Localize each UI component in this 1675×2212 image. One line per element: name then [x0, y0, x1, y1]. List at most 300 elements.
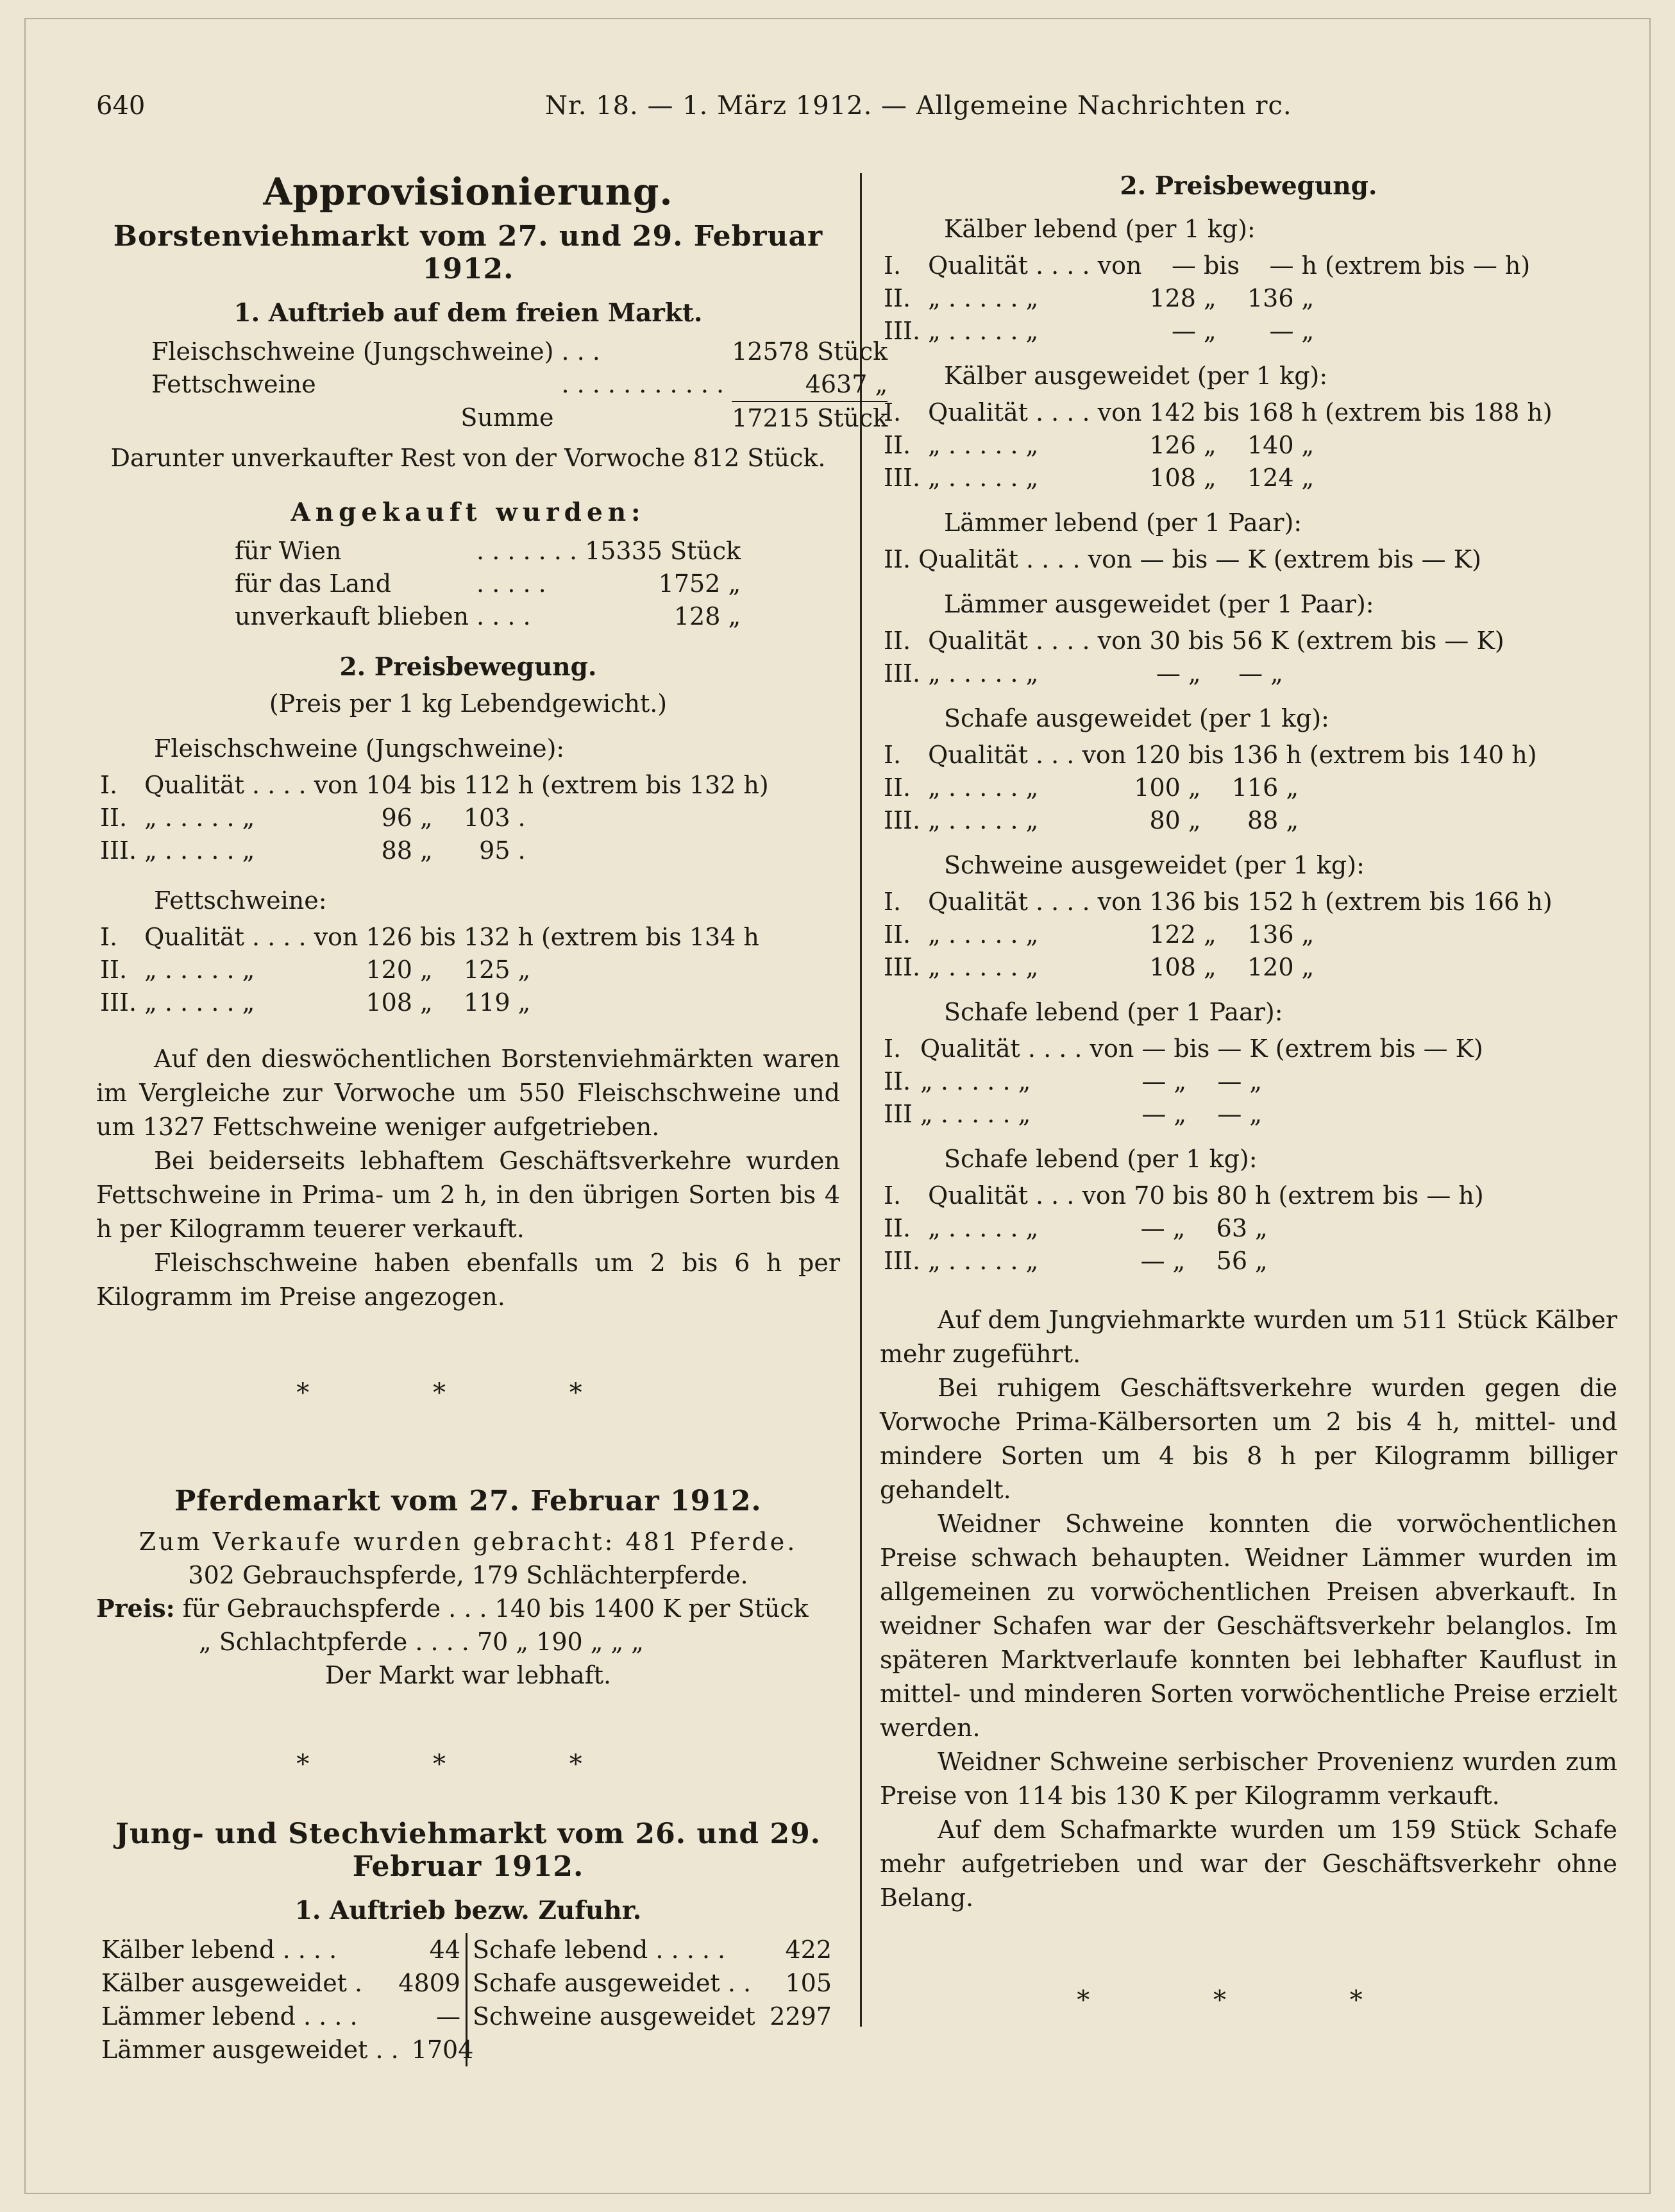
- price-sep: „: [1203, 464, 1216, 492]
- price-to: —: [1269, 251, 1294, 280]
- price-extreme: [1321, 282, 1534, 315]
- separator-stars: * * *: [296, 1378, 640, 1408]
- fett-title: Fettschweine:: [154, 886, 327, 915]
- price-unit: „: [1255, 1247, 1268, 1275]
- price-sep: bis: [1172, 545, 1208, 573]
- price-table: [880, 1179, 1488, 1278]
- quality-text: „ . . . . . „: [928, 659, 1039, 688]
- paragraph: Weidner Schweine konnten die vorwöchentlichen Preise schwach behaupten. Weidner Lämmer wurden im allgemeinen zu vorwöchentlichen Preisen abverkauft. In weidner Schafen war der Geschäftsverkehr belanglos. Im späteren Marktverlaufe konnten bei lebhafter Kauflust in mittel- und minderen Sorten vorwöchentliche Preise erzielt werden.: [880, 1510, 1617, 1742]
- quality-label: III.: [884, 317, 921, 345]
- price-sep: „: [1188, 806, 1201, 834]
- item-label: Kälber lebend . . . .: [101, 1936, 337, 1964]
- summe-row: [147, 401, 891, 435]
- page-number: 640: [96, 91, 146, 121]
- price-unit: „: [1301, 464, 1315, 492]
- price-block-title: Kälber ausgeweidet (per 1 kg):: [944, 362, 1328, 390]
- price-sep: bis: [1203, 888, 1240, 916]
- price-from: —: [1171, 317, 1196, 345]
- table-row: [147, 368, 891, 401]
- quality-text: „ . . . . . „: [144, 956, 255, 984]
- price-from: 120: [366, 956, 412, 984]
- paragraph: Auf dem Schafmarkte wurden um 159 Stück Schafe mehr aufgetrieben und war der Geschäftsverkehr ohne Belang.: [880, 1816, 1617, 1912]
- price-from: 108: [1149, 464, 1196, 492]
- table-row: [880, 886, 1556, 918]
- jung-heading: Jung- und Stechviehmarkt vom 26. und 29. Februar 1912.: [115, 1818, 821, 1883]
- quality-text: „ . . . . . „: [144, 988, 255, 1017]
- row-dots: . . . .: [476, 602, 531, 630]
- price-extreme: [1321, 315, 1534, 348]
- item-label: Kälber ausgeweidet .: [101, 1969, 363, 1997]
- price-table: [880, 543, 1485, 576]
- table-row: [96, 769, 773, 802]
- price-to: 80: [1216, 1181, 1247, 1210]
- table-row: [880, 1179, 1488, 1212]
- price-to: 88: [1247, 806, 1279, 834]
- price-from: 70: [1134, 1181, 1165, 1210]
- price-unit: „: [1301, 317, 1315, 345]
- quality-text: Qualität . . . . von: [928, 398, 1142, 426]
- price-sep: „: [1203, 431, 1216, 459]
- price-sep: bis: [1188, 741, 1224, 769]
- price-from: 100: [1134, 773, 1181, 802]
- price-from: 30: [1149, 627, 1181, 655]
- price-extreme: (extrem bis 132 h): [541, 771, 769, 799]
- table-row: [880, 739, 1541, 772]
- price-to: 120: [1247, 953, 1294, 981]
- quality-text: „ . . . . . „: [928, 317, 1039, 345]
- jung-auftrieb-title: 1. Auftrieb bezw. Zufuhr.: [294, 1896, 642, 1925]
- summe-value: 17215 Stück: [732, 401, 888, 435]
- row-dots: . . . . .: [476, 570, 546, 598]
- row-label: für Wien: [235, 537, 342, 565]
- table-row: [880, 282, 1534, 315]
- item-value: 422: [785, 1936, 832, 1964]
- price-sep: bis: [1203, 251, 1240, 280]
- quality-label: II.: [884, 1067, 911, 1095]
- list-item: [473, 1966, 832, 2000]
- price-from: 126: [366, 923, 412, 951]
- preis-title: 2. Preisbewegung.: [339, 652, 597, 682]
- price-sep: „: [419, 956, 433, 984]
- quality-text: „ . . . . . „: [928, 284, 1039, 312]
- price-extreme: [1321, 462, 1556, 494]
- angekauft-title: Angekauft wurden:: [290, 498, 646, 527]
- price-extreme: (extrem bis 188 h): [1324, 398, 1553, 426]
- auftrieb-col-b: [466, 1933, 837, 2066]
- pferde-heading: Pferdemarkt vom 27. Februar 1912.: [174, 1485, 762, 1517]
- price-from: —: [1140, 545, 1165, 573]
- price-from: —: [1141, 1034, 1166, 1063]
- price-extreme: [1274, 1212, 1487, 1245]
- price-to: —: [1215, 545, 1240, 573]
- price-to: 136: [1231, 741, 1279, 769]
- fleisch-price-table: [96, 769, 773, 867]
- price-unit: „: [1301, 284, 1315, 312]
- item-label: Lämmer ausgeweidet . .: [101, 2036, 399, 2064]
- quality-text: Qualität . . . . von: [144, 771, 358, 799]
- item-value: 4809: [398, 1969, 460, 1997]
- price-extreme: [1306, 804, 1541, 837]
- price-table: [880, 249, 1534, 348]
- list-item: [101, 2033, 474, 2066]
- row-label: Fettschweine: [151, 370, 316, 398]
- table-row: [880, 657, 1508, 690]
- row-label: unverkauft blieben: [235, 602, 469, 630]
- price-to: 103: [463, 804, 510, 832]
- preis-label: Preis:: [96, 1594, 175, 1623]
- price-unit: h: [1255, 1181, 1271, 1210]
- row-value: 4637 „: [805, 370, 888, 398]
- price-to: 112: [463, 771, 510, 799]
- price-sep: „: [1188, 659, 1201, 688]
- item-value: 44: [429, 1936, 460, 1964]
- list-item: [101, 2000, 460, 2033]
- price-from: 122: [1149, 920, 1196, 949]
- running-head: Nr. 18. — 1. März 1912. — Allgemeine Nachrichten rc.: [545, 91, 1292, 121]
- price-unit: „: [1286, 806, 1299, 834]
- price-to: 125: [463, 956, 510, 984]
- quality-label: II.: [884, 284, 911, 312]
- preis-text: für Gebrauchspferde . . . 140 bis 1400 K per Stück: [182, 1594, 809, 1623]
- quality-text: Qualität . . . von: [928, 741, 1127, 769]
- price-from: 104: [366, 771, 412, 799]
- price-block-title: Lämmer lebend (per 1 Paar):: [944, 509, 1302, 537]
- quality-label: I.: [884, 888, 902, 916]
- darunter-line: Darunter unverkaufter Rest von der Vorwoche 812 Stück.: [110, 444, 826, 472]
- price-extreme: [1293, 657, 1508, 690]
- quality-text: „ . . . . . „: [928, 773, 1039, 802]
- price-extreme: (extrem bis — K): [1273, 545, 1481, 573]
- table-row: [880, 804, 1541, 837]
- price-unit: „: [1301, 953, 1315, 981]
- table-row: [880, 625, 1508, 657]
- quality-label: I.: [100, 771, 118, 799]
- table-row: [880, 1033, 1487, 1065]
- table-row: [231, 568, 745, 600]
- table-row: [880, 1098, 1487, 1131]
- summe-label: Summe: [460, 403, 554, 432]
- quality-label: I.: [884, 1034, 902, 1063]
- quality-label: II.: [100, 804, 128, 832]
- left-column: [96, 164, 888, 2066]
- quality-label: I.: [884, 251, 902, 280]
- price-to: —: [1217, 1034, 1242, 1063]
- fleisch-title: Fleischschweine (Jungschweine):: [154, 734, 565, 763]
- quality-text: Qualität . . . . von: [928, 888, 1142, 916]
- quality-text: „ . . . . . „: [928, 806, 1039, 834]
- preis-sub: (Preis per 1 kg Lebendgewicht.): [269, 689, 668, 718]
- price-extreme: [537, 834, 773, 867]
- table-row: [96, 802, 773, 834]
- table-row: [880, 462, 1556, 494]
- table-row: [96, 986, 763, 1019]
- row-dots: . . . . . . . . . . .: [561, 370, 725, 398]
- column-rule: [860, 173, 862, 2027]
- price-unit: .: [518, 804, 526, 832]
- table-row: [231, 600, 745, 633]
- price-extreme: (extrem bis 166 h): [1324, 888, 1553, 916]
- price-sep: „: [1203, 920, 1216, 949]
- borsten-heading: Borstenviehmarkt vom 27. und 29. Februar 1912.: [113, 220, 823, 285]
- price-unit: K: [1247, 545, 1266, 573]
- price-to: 63: [1216, 1214, 1247, 1242]
- table-row: [880, 429, 1556, 462]
- row-value: 12578 Stück: [732, 337, 888, 366]
- quality-text: Qualität . . . . von: [920, 1034, 1134, 1063]
- price-extreme: [1306, 772, 1541, 804]
- item-label: Lämmer lebend . . . .: [101, 2002, 358, 2030]
- quality-label: I.: [884, 398, 902, 426]
- price-table: [880, 625, 1508, 690]
- pferde-preis2: „ Schlachtpferde . . . . 70 „ 190 „ „ „: [199, 1628, 644, 1656]
- price-from: 108: [1149, 953, 1196, 981]
- price-extreme: [1274, 1245, 1487, 1278]
- price-unit: „: [1249, 1100, 1263, 1128]
- price-blocks: [880, 215, 1617, 1278]
- price-block-title: Schweine ausgeweidet (per 1 kg):: [944, 851, 1365, 879]
- quality-text: „ . . . . . „: [928, 1214, 1039, 1242]
- table-row: [880, 1065, 1487, 1098]
- pferde-lebhaft: Der Markt war lebhaft.: [324, 1661, 612, 1689]
- price-extreme: [1321, 951, 1556, 984]
- row-value: 1752 „: [658, 570, 741, 598]
- fett-price-table: [96, 921, 763, 1019]
- price-unit: K: [1270, 627, 1289, 655]
- price-from: —: [1141, 1100, 1166, 1128]
- table-row: [880, 1245, 1488, 1278]
- jung-text: [880, 1303, 1617, 1915]
- price-to: 124: [1247, 464, 1294, 492]
- quality-text: „ . . . . . „: [928, 431, 1039, 459]
- price-block-title: Schafe lebend (per 1 Paar):: [944, 998, 1283, 1026]
- quality-label: III.: [884, 659, 921, 688]
- quality-text: Qualität . . . . von: [928, 627, 1142, 655]
- paragraph: Fleischschweine haben ebenfalls um 2 bis 6 h per Kilogramm im Preise angezogen.: [96, 1249, 840, 1311]
- price-unit: h: [518, 923, 534, 951]
- quality-label: III.: [884, 464, 921, 492]
- quality-text: Qualität . . . . von: [928, 251, 1142, 280]
- table-row: [880, 249, 1534, 282]
- price-sep: bis: [1172, 1181, 1209, 1210]
- price-to: 116: [1231, 773, 1279, 802]
- quality-label: III.: [100, 988, 137, 1017]
- row-value: 15335 Stück: [585, 537, 741, 565]
- price-from: 120: [1134, 741, 1181, 769]
- price-from: —: [1140, 1247, 1165, 1275]
- price-unit: h: [518, 771, 534, 799]
- price-extreme: [1272, 1065, 1487, 1098]
- price-unit: „: [1249, 1067, 1263, 1095]
- quality-label: II.: [884, 773, 911, 802]
- list-item: [473, 2000, 832, 2033]
- price-to: —: [1238, 659, 1263, 688]
- pferde-line2: 302 Gebrauchspferde, 179 Schlächterpferde.: [188, 1561, 748, 1589]
- auftrieb-table: [147, 335, 891, 435]
- price-table: [880, 396, 1556, 494]
- price-to: 136: [1247, 284, 1294, 312]
- price-sep: „: [419, 836, 433, 865]
- paragraph: Bei ruhigem Geschäftsverkehre wurden gegen die Vorwoche Prima-Kälbersorten um 2 bis 4 h, mittel- und mindere Sorten um 4 bis 8 h per Kilogramm billiger gehandelt.: [880, 1374, 1617, 1504]
- price-to: 152: [1247, 888, 1294, 916]
- price-to: 56: [1216, 1247, 1247, 1275]
- price-extreme: [1272, 1098, 1487, 1131]
- item-value: —: [436, 2002, 460, 2030]
- price-table: [880, 886, 1556, 984]
- price-sep: „: [1172, 1247, 1186, 1275]
- price-extreme: [537, 954, 763, 986]
- price-unit: K: [1249, 1034, 1268, 1063]
- table-row: [880, 772, 1541, 804]
- price-sep: „: [1174, 1067, 1187, 1095]
- price-sep: bis: [419, 771, 456, 799]
- quality-label: I.: [884, 1181, 902, 1210]
- table-row: [147, 335, 891, 368]
- price-sep: „: [1188, 773, 1201, 802]
- price-from: 80: [1149, 806, 1181, 834]
- price-to: —: [1269, 317, 1294, 345]
- price-from: 142: [1149, 398, 1196, 426]
- auftrieb-col-a: [96, 1933, 474, 2066]
- list-item: [101, 1966, 460, 2000]
- table-row: [96, 921, 763, 954]
- quality-label: II.: [884, 1214, 911, 1242]
- price-to: 119: [463, 988, 510, 1017]
- paragraph: Bei beiderseits lebhaftem Geschäftsverkehre wurden Fettschweine in Prima- um 2 h, in den übrigen Sorten bis 4 h per Kilogramm teuerer verkauft.: [96, 1147, 840, 1243]
- price-table: [880, 1033, 1487, 1131]
- price-to: —: [1217, 1100, 1242, 1128]
- item-value: 1704: [411, 2036, 474, 2064]
- table-row: [880, 1212, 1488, 1245]
- price-from: 88: [381, 836, 412, 865]
- price-to: 132: [463, 923, 510, 951]
- price-unit: „: [1301, 431, 1315, 459]
- paragraph: Weidner Schweine serbischer Provenienz wurden zum Preise von 114 bis 130 K per Kilogramm verkauft.: [880, 1748, 1617, 1810]
- jung-auftrieb-table: [96, 1933, 840, 2066]
- price-sep: bis: [1188, 627, 1224, 655]
- price-block-title: Lämmer ausgeweidet (per 1 Paar):: [944, 590, 1374, 618]
- price-unit: „: [1255, 1214, 1268, 1242]
- price-sep: „: [1203, 284, 1216, 312]
- quality-text: „ . . . . . „: [928, 953, 1039, 981]
- row-value: 128 „: [673, 602, 741, 630]
- separator-stars: * * *: [296, 1750, 640, 1779]
- right-column: [880, 164, 1617, 2086]
- price-to: 140: [1247, 431, 1294, 459]
- price-sep: „: [1203, 953, 1216, 981]
- quality-text: „ . . . . . „: [928, 1247, 1039, 1275]
- page-header: [96, 83, 1590, 135]
- row-label: Fleischschweine (Jungschweine): [151, 337, 554, 366]
- quality-text: „ . . . . . „: [920, 1100, 1031, 1128]
- borsten-text: [96, 1042, 840, 1314]
- item-value: 2297: [770, 2002, 832, 2030]
- table-row: [231, 535, 745, 568]
- price-extreme: (extrem bis — K): [1275, 1034, 1483, 1063]
- item-value: 105: [785, 1969, 832, 1997]
- item-label: Schafe ausgeweidet . .: [473, 1969, 752, 1997]
- quality-label: I.: [884, 741, 902, 769]
- price-unit: .: [518, 836, 526, 865]
- price-table: [880, 739, 1541, 837]
- price-sep: „: [1172, 1214, 1186, 1242]
- price-extreme: [537, 986, 763, 1019]
- price-extreme: [1321, 918, 1556, 951]
- list-item: [101, 1933, 460, 1966]
- price-unit: „: [1270, 659, 1283, 688]
- list-item: [473, 1933, 832, 1966]
- price-unit: h: [1301, 398, 1317, 426]
- price-extreme: (extrem bis 134 h: [541, 923, 759, 951]
- right-preis-title: 2. Preisbewegung.: [1120, 171, 1377, 201]
- price-block-title: Schafe ausgeweidet (per 1 kg):: [944, 704, 1329, 732]
- price-sep: bis: [419, 923, 456, 951]
- row-dots: . . .: [561, 337, 600, 366]
- quality-text: „ . . . . . „: [144, 804, 255, 832]
- price-sep: bis: [1203, 398, 1240, 426]
- quality-text: „ . . . . . „: [920, 1067, 1031, 1095]
- price-from: —: [1171, 251, 1196, 280]
- table-row: [880, 396, 1556, 429]
- section-title: Approvisionierung.: [263, 170, 673, 214]
- quality-label: III.: [884, 1247, 921, 1275]
- price-from: 128: [1149, 284, 1196, 312]
- price-unit: h: [1301, 251, 1317, 280]
- price-from: 136: [1149, 888, 1196, 916]
- price-from: —: [1156, 659, 1181, 688]
- price-to: 95: [479, 836, 510, 865]
- table-row: [96, 954, 763, 986]
- quality-label: II.: [884, 627, 911, 655]
- price-from: —: [1140, 1214, 1165, 1242]
- price-extreme: (extrem bis 140 h): [1309, 741, 1537, 769]
- price-block-title: Kälber lebend (per 1 kg):: [944, 215, 1256, 243]
- quality-text: Qualität . . . . von: [918, 545, 1132, 573]
- price-to: 168: [1247, 398, 1294, 426]
- price-unit: „: [1286, 773, 1299, 802]
- price-sep: „: [1174, 1100, 1187, 1128]
- price-to: —: [1217, 1067, 1242, 1095]
- table-row: [880, 315, 1534, 348]
- row-label: für das Land: [235, 570, 392, 598]
- quality-text: „ . . . . . „: [928, 464, 1039, 492]
- price-unit: h: [1301, 888, 1317, 916]
- row-dots: . . . . . . .: [476, 537, 578, 565]
- quality-label: II.: [884, 431, 911, 459]
- price-extreme: (extrem bis — h): [1278, 1181, 1484, 1210]
- price-to: 56: [1231, 627, 1263, 655]
- price-sep: bis: [1174, 1034, 1210, 1063]
- price-from: 96: [381, 804, 412, 832]
- price-block-title: Schafe lebend (per 1 kg):: [944, 1145, 1258, 1173]
- price-sep: „: [419, 804, 433, 832]
- quality-label: I.: [100, 923, 118, 951]
- table-row: [880, 951, 1556, 984]
- table-row: [880, 918, 1556, 951]
- quality-text: Qualität . . . . von: [144, 923, 358, 951]
- price-from: 108: [366, 988, 412, 1017]
- price-extreme: (extrem bis — K): [1296, 627, 1504, 655]
- item-label: Schafe lebend . . . . .: [473, 1936, 726, 1964]
- quality-label: III.: [100, 836, 137, 865]
- quality-text: „ . . . . . „: [928, 920, 1039, 949]
- price-to: 136: [1247, 920, 1294, 949]
- price-sep: „: [419, 988, 433, 1017]
- price-extreme: (extrem bis — h): [1324, 251, 1531, 280]
- quality-label: II.: [884, 920, 911, 949]
- table-row: [880, 543, 1485, 576]
- pferde-preis1: [96, 1592, 840, 1625]
- price-from: 126: [1149, 431, 1196, 459]
